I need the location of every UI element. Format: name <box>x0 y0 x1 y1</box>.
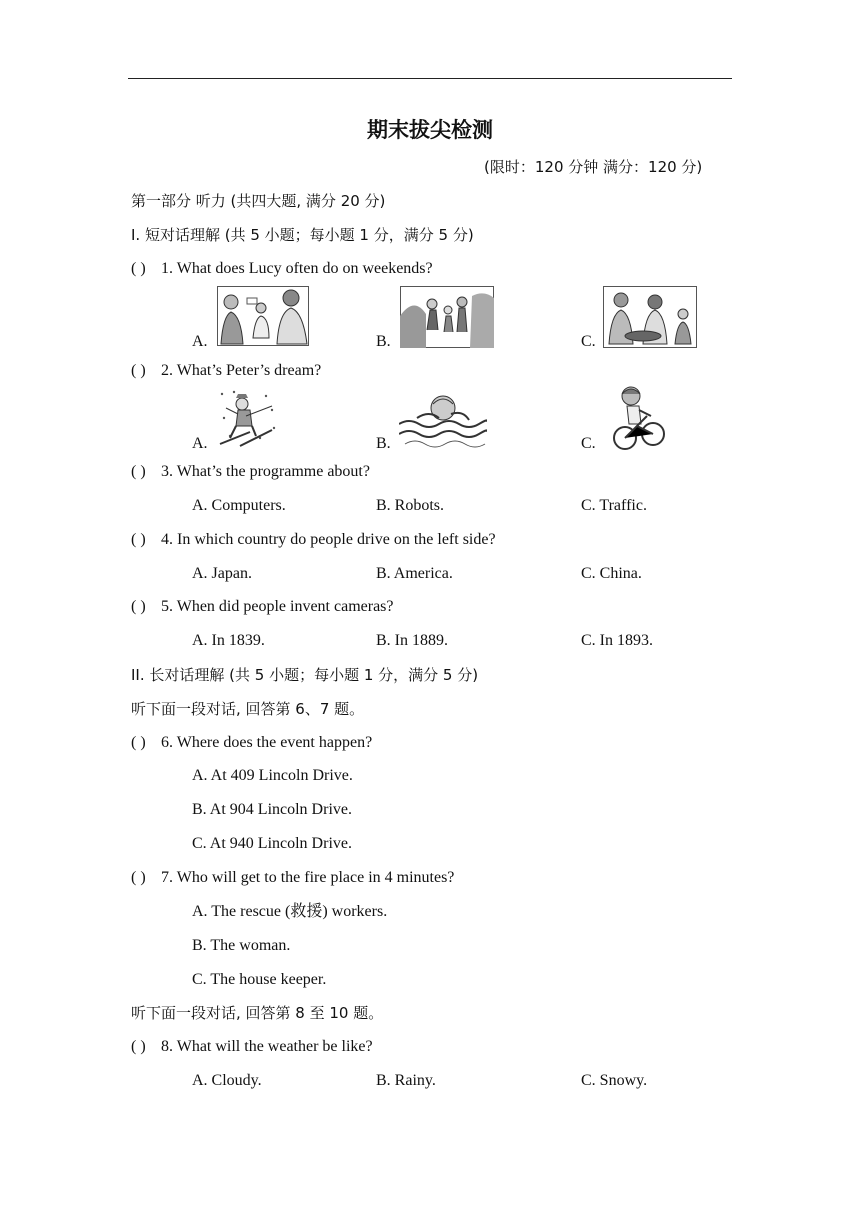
question-stem: 8. What will the weather be like? <box>161 1038 373 1055</box>
time-score-limits: (限时：120 分钟 满分：120 分) <box>484 158 703 176</box>
page-title: 期末拔尖检测 <box>367 118 493 142</box>
q8-option-c: C. Snowy. <box>581 1072 648 1089</box>
q4-option-a: A. Japan. <box>192 565 252 582</box>
question-stem: 6. Where does the event happen? <box>161 734 373 751</box>
question-5 <box>131 597 394 617</box>
family-cooking-picture <box>603 286 697 348</box>
question-stem: 3. What’s the programme about? <box>161 463 370 480</box>
q6-option-b: B. At 904 Lincoln Drive. <box>192 801 352 818</box>
answer-blank[interactable]: ( ) <box>131 869 146 886</box>
question-stem: 7. Who will get to the fire place in 4 minutes? <box>161 869 455 886</box>
q6-option-c: C. At 940 Lincoln Drive. <box>192 835 352 852</box>
family-hiking-picture <box>400 286 494 348</box>
q2-option-a-label: A. <box>192 435 208 452</box>
answer-blank[interactable]: ( ) <box>131 260 146 277</box>
question-4 <box>131 530 496 550</box>
q1-option-a-label: A. <box>192 333 208 350</box>
q2-option-c-label: C. <box>581 435 596 452</box>
q5-option-a: A. In 1839. <box>192 632 265 649</box>
question-6 <box>131 733 372 753</box>
q5-option-b: B. In 1889. <box>376 632 448 649</box>
q7-option-a: A. The rescue (救援) workers. <box>192 903 388 920</box>
q1-option-b-label: B. <box>376 333 391 350</box>
answer-blank[interactable]: ( ) <box>131 362 146 379</box>
q8-option-b: B. Rainy. <box>376 1072 436 1089</box>
q1-option-c-label: C. <box>581 333 596 350</box>
answer-blank[interactable]: ( ) <box>131 1038 146 1055</box>
listening-instruction-6-7: 听下面一段对话, 回答第 6、7 题。 <box>131 700 365 718</box>
q3-option-b: B. Robots. <box>376 497 445 514</box>
q8-option-a: A. Cloudy. <box>192 1072 262 1089</box>
top-rule <box>128 78 732 79</box>
question-3 <box>131 462 370 482</box>
q7-option-c: C. The house keeper. <box>192 971 327 988</box>
question-stem: 4. In which country do people drive on the left side? <box>161 531 496 548</box>
question-stem: 2. What’s Peter’s dream? <box>161 362 322 379</box>
family-chatting-picture <box>217 286 309 346</box>
answer-blank[interactable]: ( ) <box>131 734 146 751</box>
swimming-picture <box>399 388 487 450</box>
question-stem: 1. What does Lucy often do on weekends? <box>161 260 433 277</box>
answer-blank[interactable]: ( ) <box>131 531 146 548</box>
q6-option-a: A. At 409 Lincoln Drive. <box>192 767 353 784</box>
part-one-heading: 第一部分 听力 (共四大题, 满分 20 分) <box>131 192 386 210</box>
question-1 <box>131 259 433 279</box>
question-2 <box>131 361 321 381</box>
q3-option-c: C. Traffic. <box>581 497 647 514</box>
q4-option-b: B. America. <box>376 565 453 582</box>
question-7 <box>131 868 454 888</box>
q3-option-a: A. Computers. <box>192 497 286 514</box>
question-stem: 5. When did people invent cameras? <box>161 598 394 615</box>
section-one-heading: I. 短对话理解 (共 5 小题；每小题 1 分，满分 5 分) <box>131 226 474 244</box>
cycling-picture <box>611 384 665 452</box>
q5-option-c: C. In 1893. <box>581 632 653 649</box>
question-8 <box>131 1037 373 1057</box>
skiing-picture <box>216 388 278 450</box>
listening-instruction-8-10: 听下面一段对话, 回答第 8 至 10 题。 <box>131 1004 384 1022</box>
q4-option-c: C. China. <box>581 565 642 582</box>
q2-option-b-label: B. <box>376 435 391 452</box>
answer-blank[interactable]: ( ) <box>131 598 146 615</box>
q7-option-b: B. The woman. <box>192 937 291 954</box>
answer-blank[interactable]: ( ) <box>131 463 146 480</box>
section-two-heading: II. 长对话理解 (共 5 小题；每小题 1 分，满分 5 分) <box>131 666 479 684</box>
